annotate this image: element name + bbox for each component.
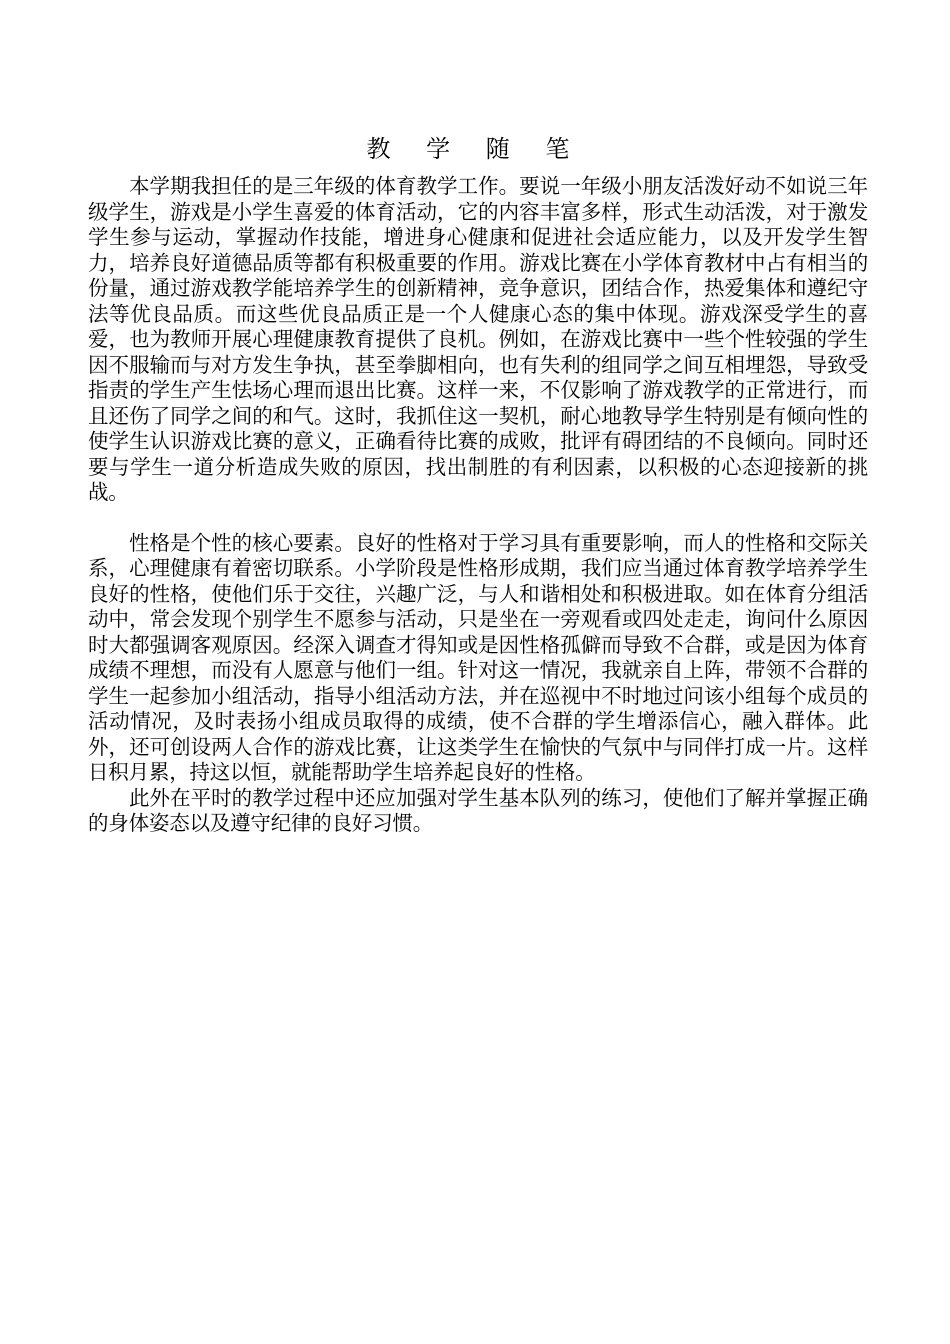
document-body xyxy=(88,174,868,837)
paragraph-personality: 性格是个性的核心要素。良好的性格对于学习具有重要影响，而人的性格和交际关系，心理健康有着密切联系。小学阶段是性格形成期，我们应当通过体育教学培养学生良好的性格，使他们乐于交往，兴趣广泛，与人和谐相处和积极进取。如在体育分组活动中，常会发现个别学生不愿参与活动，只是坐在一旁观看或四处走走，询问什么原因时大都强调客观原因。经深入调查才得知或是因性格孤僻而导致不合群，或是因为体育成绩不理想，而没有人愿意与他们一组。针对这一情况，我就亲自上阵，带领不合群的学生一起参加小组活动，指导小组活动方法，并在巡视中不时地过问该小组每个成员的活动情况，及时表扬小组成员取得的成绩，使不合群的学生增添信心，融入群体。此外，还可创设两人合作的游戏比赛，让这类学生在愉快的气氛中与同伴打成一片。这样日积月累，持这以恒，就能帮助学生培养起良好的性格。 xyxy=(88,530,868,784)
paragraph-formation-drill: 此外在平时的教学过程中还应加强对学生基本队列的练习，使他们了解并掌握正确的身体姿态以及遵守纪律的良好习惯。 xyxy=(88,785,868,835)
paragraph-games: 本学期我担任的是三年级的体育教学工作。要说一年级小朋友活泼好动不如说三年级学生，游戏是小学生喜爱的体育活动，它的内容丰富多样，形式生动活泼，对于激发学生参与运动，掌握动作技能，增进身心健康和促进社会适应能力，以及开发学生智力，培养良好道德品质等都有积极重要的作用。游戏比赛在小学体育教材中占有相当的份量，通过游戏教学能培养学生的创新精神，竞争意识，团结合作，热爱集体和遵纪守法等优良品质。而这些优良品质正是一个人健康心态的集中体现。游戏深受学生的喜爱，也为教师开展心理健康教育提供了良机。例如，在游戏比赛中一些个性较强的学生因不服输而与对方发生争执，甚至拳脚相向，也有失利的组同学之间互相埋怨，导致受指责的学生产生怯场心理而退出比赛。这样一来，不仅影响了游戏教学的正常进行，而且还伤了同学之间的和气。这时，我抓住这一契机，耐心地教导学生特别是有倾向性的使学生认识游戏比赛的意义，正确看待比赛的成败，批评有碍团结的不良倾向。同时还要与学生一道分析造成失败的原因，找出制胜的有利因素，以积极的心态迎接新的挑战。 xyxy=(88,174,868,504)
document-title: 教 学 随 笔 xyxy=(366,135,584,163)
